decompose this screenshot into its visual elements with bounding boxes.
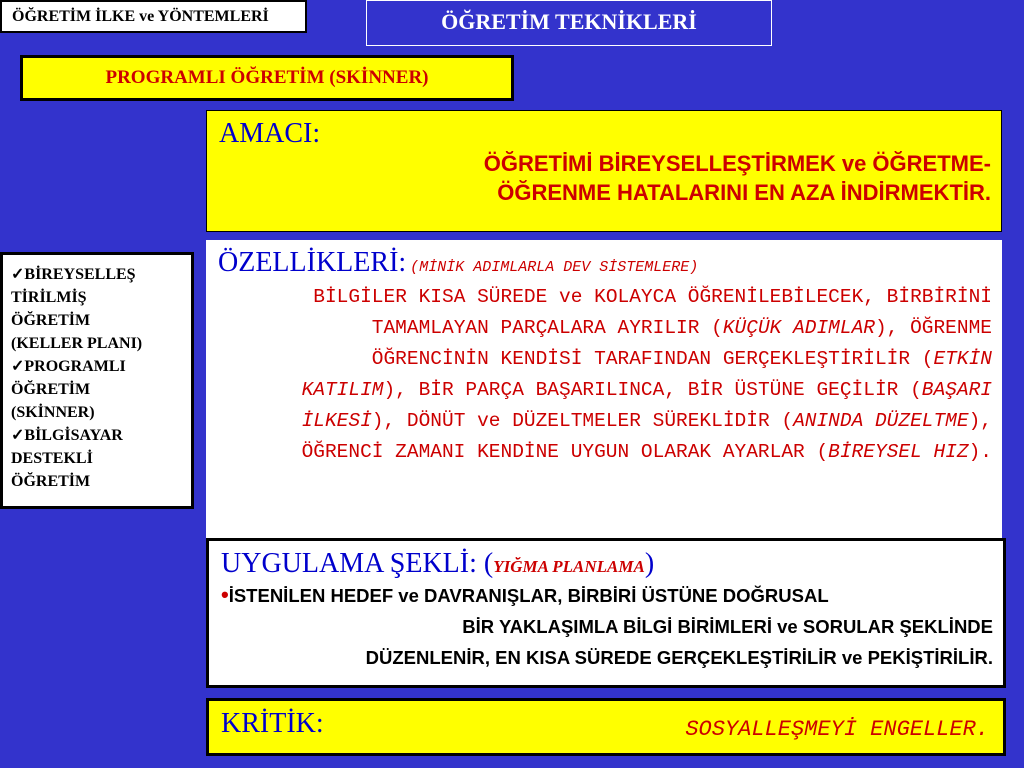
list-item-text: BİLGİSAYAR [24,427,123,444]
features-heading-row [218,248,992,278]
application-heading: UYGULAMA ŞEKLİ: ( [221,548,494,579]
application-heading-close: ) [644,548,655,579]
aim-line-2: ÖĞRENME HATALARINI EN AZA İNDİRMEKTİR. [497,180,991,205]
application-line: DÜZENLENİR, EN KISA SÜREDE GERÇEKLEŞTİRİLİR ve PEKİŞTİRİLİR. [365,647,993,668]
list-item-text: PROGRAMLI [24,358,126,375]
application-text [221,579,993,673]
aim-text [219,149,991,207]
list-item [11,263,187,355]
checkmark-icon: ✓ [11,427,25,444]
list-item [11,424,187,493]
features-line: İLKESİ), DÖNÜT ve DÜZELTMELER SÜREKLİDİR (ANINDA DÜZELTME), [301,410,992,432]
features-subheading: (MİNİK ADIMLARLA DEV SİSTEMLERE) [410,259,699,276]
features-line: BİLGİLER KISA SÜREDE ve KOLAYCA ÖĞRENİLEBİLECEK, BİRBİRİNİ [313,286,992,308]
list-item-text: (SKİNNER) [11,404,95,421]
list-item-text: DESTEKLİ [11,450,93,467]
list-item-text: ÖĞRETİM [11,312,91,329]
application-subheading: YIĞMA PLANLAMA [493,557,645,576]
method-list [0,252,194,509]
aim-line-1: ÖĞRETİMİ BİREYSELLEŞTİRMEK ve ÖĞRETME- [483,151,991,176]
list-item-text: BİREYSELLEŞ [24,266,136,283]
list-item-text: TİRİLMİŞ [11,289,87,306]
aim-heading: AMACI: [219,118,321,149]
application-panel [206,538,1006,688]
checkmark-icon: ✓ [11,266,25,283]
features-line: KATILIM), BİR PARÇA BAŞARILINCA, BİR ÜSTÜNE GEÇİLİR (BAŞARI [301,379,992,401]
page-title: ÖĞRETİM TEKNİKLERİ [366,0,772,46]
aim-panel [206,110,1002,232]
list-item-text: (KELLER PLANI) [11,335,143,352]
list-item-text: ÖĞRETİM [11,381,91,398]
features-text [218,282,992,468]
critique-heading: KRİTİK: [221,708,324,739]
features-panel [206,240,1002,538]
course-label: ÖĞRETİM İLKE ve YÖNTEMLERİ [0,0,307,33]
bullet-icon: • [221,582,229,607]
application-line: BİR YAKLAŞIMLA BİLGİ BİRİMLERİ ve SORULAR ŞEKLİNDE [462,616,993,637]
section-subtitle: PROGRAMLI ÖĞRETİM (SKİNNER) [20,55,514,101]
list-item [11,355,187,424]
features-line: ÖĞRENCİ ZAMANI KENDİNE UYGUN OLARAK AYARLAR (BİREYSEL HIZ). [301,441,992,463]
features-line: ÖĞRENCİNİN KENDİSİ TARAFINDAN GERÇEKLEŞTİRİLİR (ETKİN [371,348,992,370]
list-item-text: ÖĞRETİM [11,473,91,490]
critique-text: SOSYALLEŞMEYİ ENGELLER. [685,717,989,742]
critique-panel [206,698,1006,756]
application-heading-row [221,549,993,579]
features-line: TAMAMLAYAN PARÇALARA AYRILIR (KÜÇÜK ADIMLAR), ÖĞRENME [371,317,992,339]
checkmark-icon: ✓ [11,358,25,375]
features-heading: ÖZELLİKLERİ: [218,247,407,278]
application-line: •İSTENİLEN HEDEF ve DAVRANIŞLAR, BİRBİRİ ÜSTÜNE DOĞRUSAL [221,582,829,607]
